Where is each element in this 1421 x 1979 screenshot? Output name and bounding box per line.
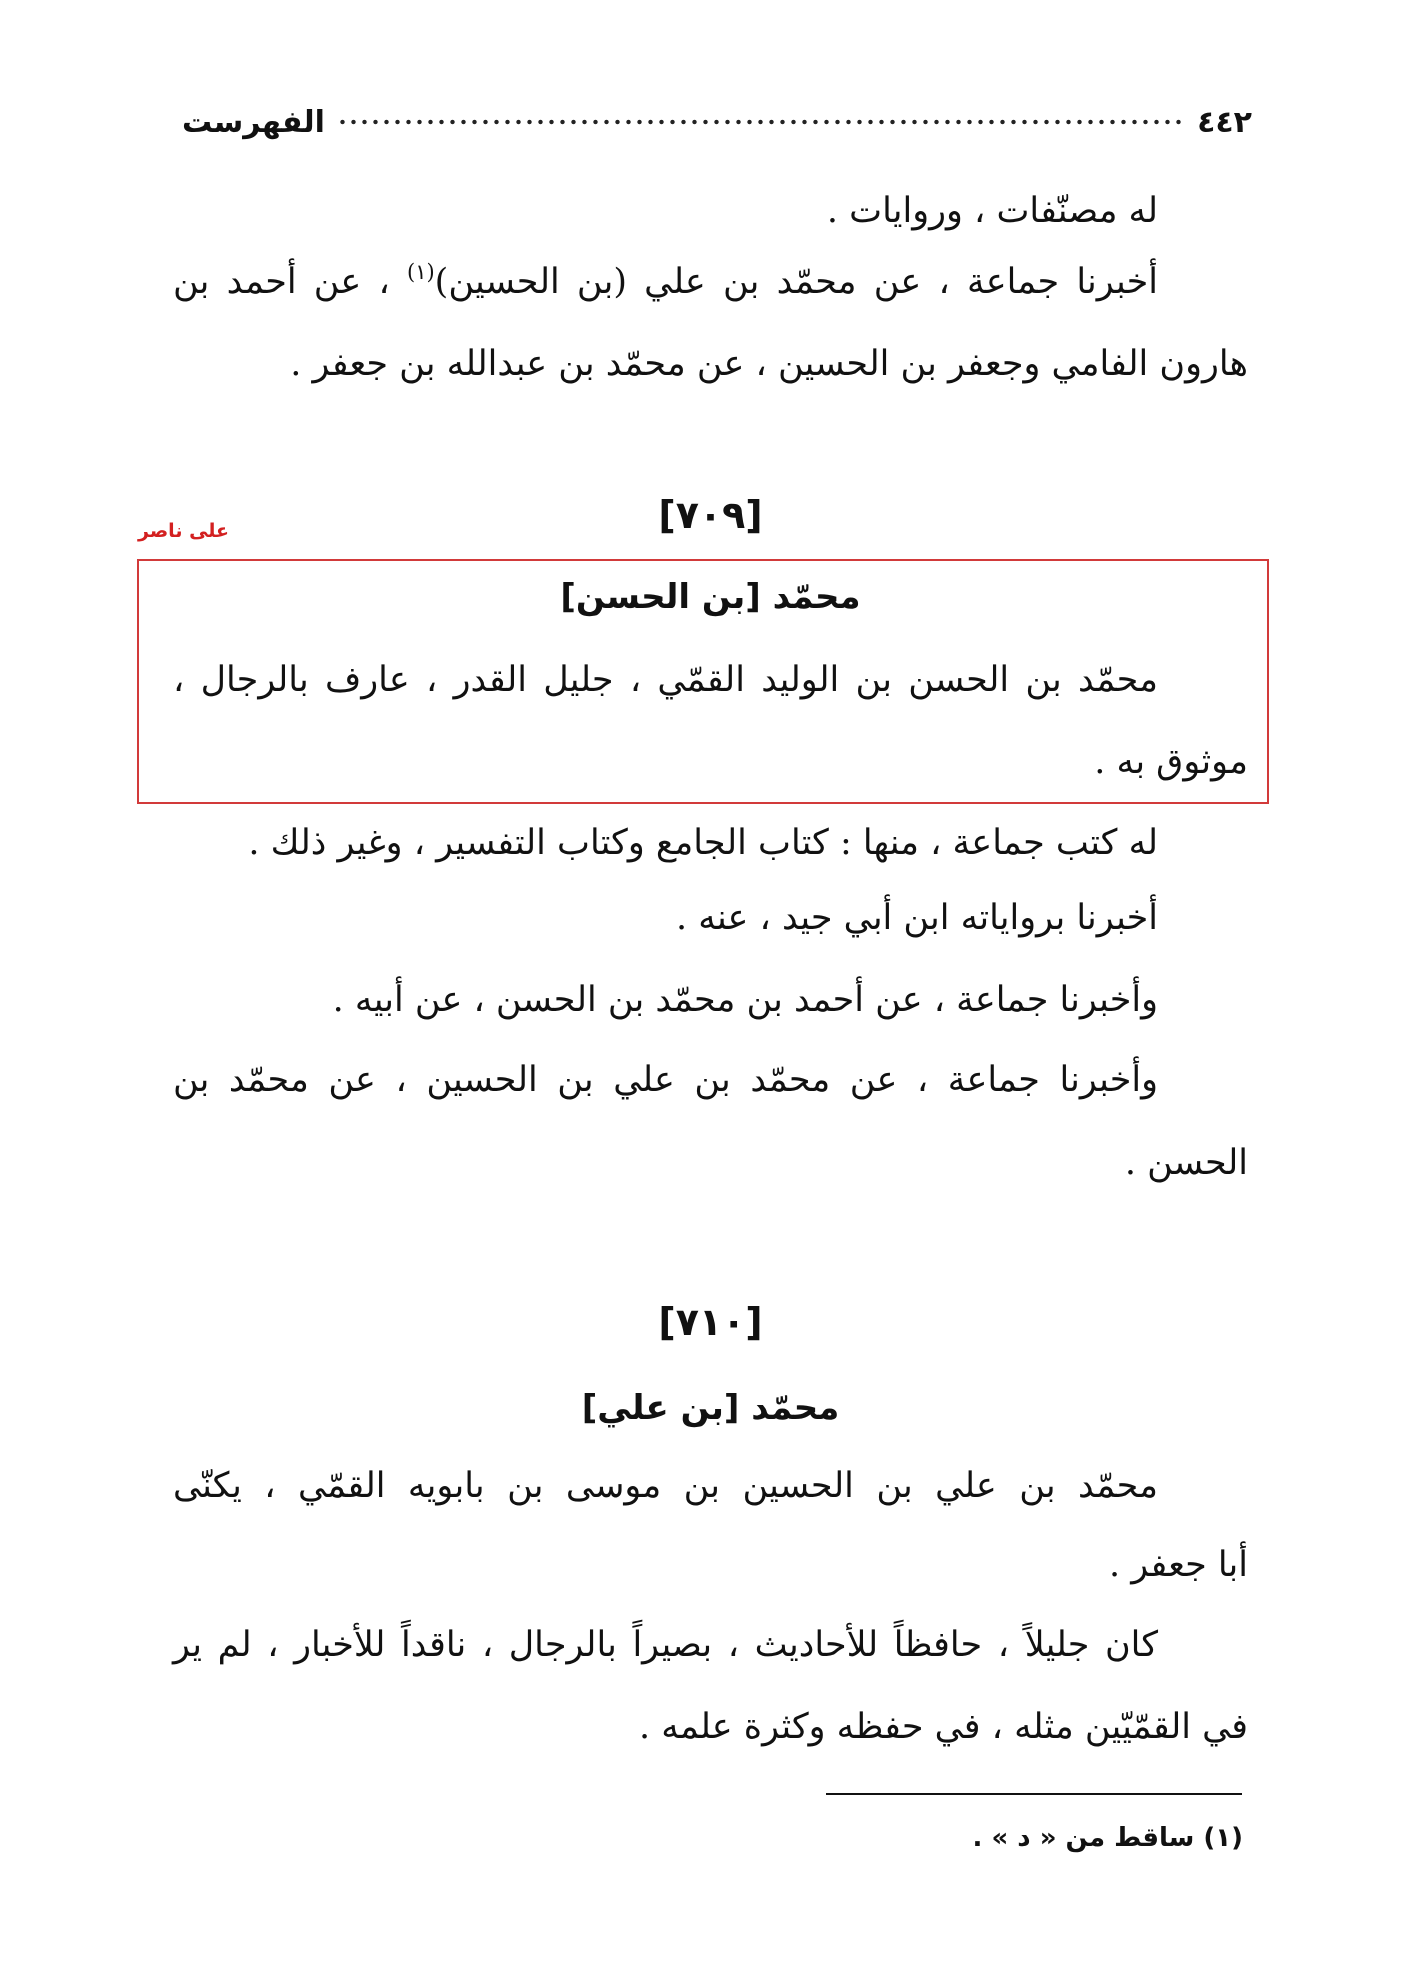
text-line: أبا جعفر .	[1108, 1545, 1248, 1585]
text-line: محمّد بن علي بن الحسين بن موسى بن بابويه القمّي ، يكنّى	[173, 1466, 1158, 1506]
annotation-label: على ناصر	[138, 520, 230, 542]
entry-number: [٧٠٩]	[658, 493, 763, 537]
text-line: هارون الفامي وجعفر بن الحسين ، عن محمّد بن عبدالله بن جعفر .	[290, 344, 1248, 384]
footnote-separator	[826, 1793, 1242, 1795]
text-line: محمّد بن الحسن بن الوليد القمّي ، جليل القدر ، عارف بالرجال ،	[173, 660, 1158, 700]
text-line: في القمّيّين مثله ، في حفظه وكثرة علمه .	[638, 1707, 1248, 1747]
section-title: الفهرست	[182, 104, 325, 140]
page-number: ٤٤٢	[1197, 104, 1252, 140]
text-segment: ، عن أحمد بن	[173, 262, 390, 302]
text-line: أخبرنا برواياته ابن أبي جيد ، عنه .	[675, 898, 1158, 938]
dot-leader	[337, 119, 1185, 125]
text-line: موثوق به .	[1094, 742, 1248, 782]
footnote-marker[interactable]: (١)	[406, 260, 435, 284]
text-line: له مصنّفات ، وروايات .	[826, 191, 1158, 231]
text-line: وأخبرنا جماعة ، عن أحمد بن محمّد بن الحسن ، عن أبيه .	[332, 980, 1158, 1020]
entry-heading: محمّد [بن الحسن]	[560, 577, 861, 617]
entry-heading: محمّد [بن علي]	[581, 1388, 840, 1428]
text-segment: أخبرنا جماعة ، عن محمّد بن علي (بن الحسين)	[434, 262, 1158, 302]
entry-number: [٧١٠]	[658, 1300, 763, 1344]
footnote: (١) ساقط من « د » .	[972, 1823, 1243, 1853]
text-line: الحسن .	[1124, 1143, 1248, 1183]
running-header	[182, 100, 1252, 144]
text-line	[173, 257, 1158, 309]
text-line: وأخبرنا جماعة ، عن محمّد بن علي بن الحسين ، عن محمّد بن	[173, 1060, 1158, 1100]
text-line: كان جليلاً ، حافظاً للأحاديث ، بصيراً بالرجال ، ناقداً للأخبار ، لم ير	[173, 1625, 1158, 1665]
text-line: له كتب جماعة ، منها : كتاب الجامع وكتاب التفسير ، وغير ذلك .	[248, 823, 1158, 863]
